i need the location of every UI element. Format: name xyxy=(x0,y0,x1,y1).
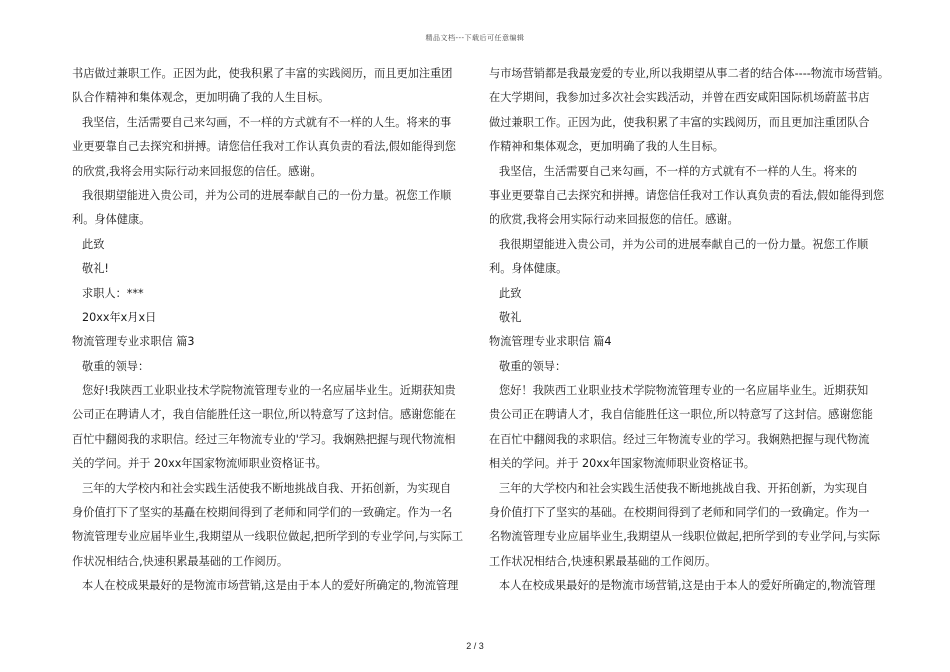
text-line: 敬重的领导： xyxy=(82,359,150,373)
text-line: 物流管理专业应届毕业生,我期望从一线职位做起,把所学到的专业学问,与实际工 xyxy=(72,530,464,544)
text-line: 工作状况相结合,快速积累最基础的工作阅历。 xyxy=(489,554,717,568)
text-line: 书店做过兼职工作。正因为此，使我积累了丰富的实践阅历，而且更加注重团 xyxy=(72,67,453,80)
text-line: 队合作精神和集体观念，更加明确了我的人生目标。 xyxy=(72,91,330,105)
text-line: 关的学问。并于 20xx年国家物流师职业资格证书。 xyxy=(72,457,327,471)
text-line: 物流管理专业求职信 篇4 xyxy=(489,335,612,349)
left-column xyxy=(72,62,467,599)
text-line: 做过兼职工作。正因为此，使我积累了丰富的实践阅历，而且更加注重团队合 xyxy=(489,115,870,129)
text-line: 名物流管理专业应届毕业生,我期望从一线职位做起,把所学到的专业学问,与实际 xyxy=(489,530,881,544)
text-line: 的欣赏,我将会用实际行动来回报您的信任。感谢。 xyxy=(489,213,739,227)
text-line: 我很期望能进入贵公司，并为公司的进展奉献自己的一份力量。祝您工作顺 xyxy=(499,237,869,251)
text-line: 20xx年x月x日 xyxy=(82,310,157,324)
text-line: 在大学期间，我参加过多次社会实践活动，并曾在西安咸阳国际机场蔚蓝书店 xyxy=(489,91,870,105)
text-line: 利。身体健康。 xyxy=(489,262,568,276)
text-line: 敬重的领导： xyxy=(499,359,567,373)
text-line: 三年的大学校内和社会实践生活使我不断地挑战自我、开拓创新，为实现自 xyxy=(82,481,452,495)
text-line: 敬礼 xyxy=(499,310,522,324)
text-line: 您好！我陕西工业职业技术学院物流管理专业的一名应届毕业生。近期获知 xyxy=(499,384,869,398)
text-line: 三年的大学校内和社会实践生活使我不断地挑战自我、开拓创新，为实现自 xyxy=(499,481,869,495)
text-line: 身价值打下了坚实的基矗在校期间得到了老师和同学们的一致确定。作为一名 xyxy=(72,506,453,520)
text-line: 公司正在聘请人才，我自信能胜任这一职位,所以特意写了这封信。感谢您能在 xyxy=(72,408,456,422)
text-line: 相关的学问。并于 20xx年国家物流师职业资格证书。 xyxy=(489,457,755,471)
text-line: 在百忙中翻阅我的求职信。经过三年物流专业的学习。我娴熟把握与现代物流 xyxy=(489,432,870,446)
text-line: 作精神和集体观念，更加明确了我的人生目标。 xyxy=(489,140,724,154)
text-line: 我坚信，生活需要自己来勾画，不一样的方式就有不一样的人生。将来的事 xyxy=(82,115,452,129)
text-line: 贵公司正在聘请人才，我自信能胜任这一职位,所以特意写了这封信。感谢您能 xyxy=(489,408,873,422)
text-line: 此致 xyxy=(499,286,522,300)
text-line: 求职人：*** xyxy=(82,286,144,300)
text-line: 身价值打下了坚实的基础。在校期间得到了老师和同学们的一致确定。作为一 xyxy=(489,506,870,520)
text-line: 敬礼! xyxy=(82,262,109,276)
text-line: 此致 xyxy=(82,237,105,251)
text-line: 与市场营销都是我最宠爱的专业,所以我期望从事二者的结合体----物流市场营销。 xyxy=(489,67,890,80)
page-header: 精品文档---下载后可任意编辑 xyxy=(425,34,525,42)
text-line: 业更要靠自己去探究和拼搏。请您信任我对工作认真负责的看法,假如能得到您 xyxy=(72,140,456,154)
text-line: 百忙中翻阅我的求职信。经过三年物流专业的'学习。我娴熟把握与现代物流相 xyxy=(72,432,456,446)
text-line: 的欣赏,我将会用实际行动来回报您的信任。感谢。 xyxy=(72,164,322,178)
text-line: 利。身体健康。 xyxy=(72,213,151,227)
text-line: 物流管理专业求职信 篇3 xyxy=(72,335,195,349)
page-number: 2 / 3 xyxy=(466,641,484,651)
text-line: 事业更要靠自己去探究和拼搏。请您信任我对工作认真负责的看法,假如能得到您 xyxy=(489,188,885,202)
right-column xyxy=(489,62,890,599)
text-line: 本人在校成果最好的是物流市场营销,这是由于本人的爱好所确定的,物流管理 xyxy=(82,579,459,593)
text-line: 作状况相结合,快速积累最基础的工作阅历。 xyxy=(72,554,289,568)
text-line: 您好!我陕西工业职业技术学院物流管理专业的一名应届毕业生。近期获知贵 xyxy=(82,384,456,398)
text-line: 我很期望能进入贵公司，并为公司的进展奉献自己的一份力量。祝您工作顺 xyxy=(82,188,452,202)
text-line: 我坚信，生活需要自己来勾画，不一样的方式就有不一样的人生。将来的 xyxy=(499,164,858,178)
text-line: 本人在校成果最好的是物流市场营销,这是由于本人的爱好所确定的,物流管理 xyxy=(499,579,876,593)
